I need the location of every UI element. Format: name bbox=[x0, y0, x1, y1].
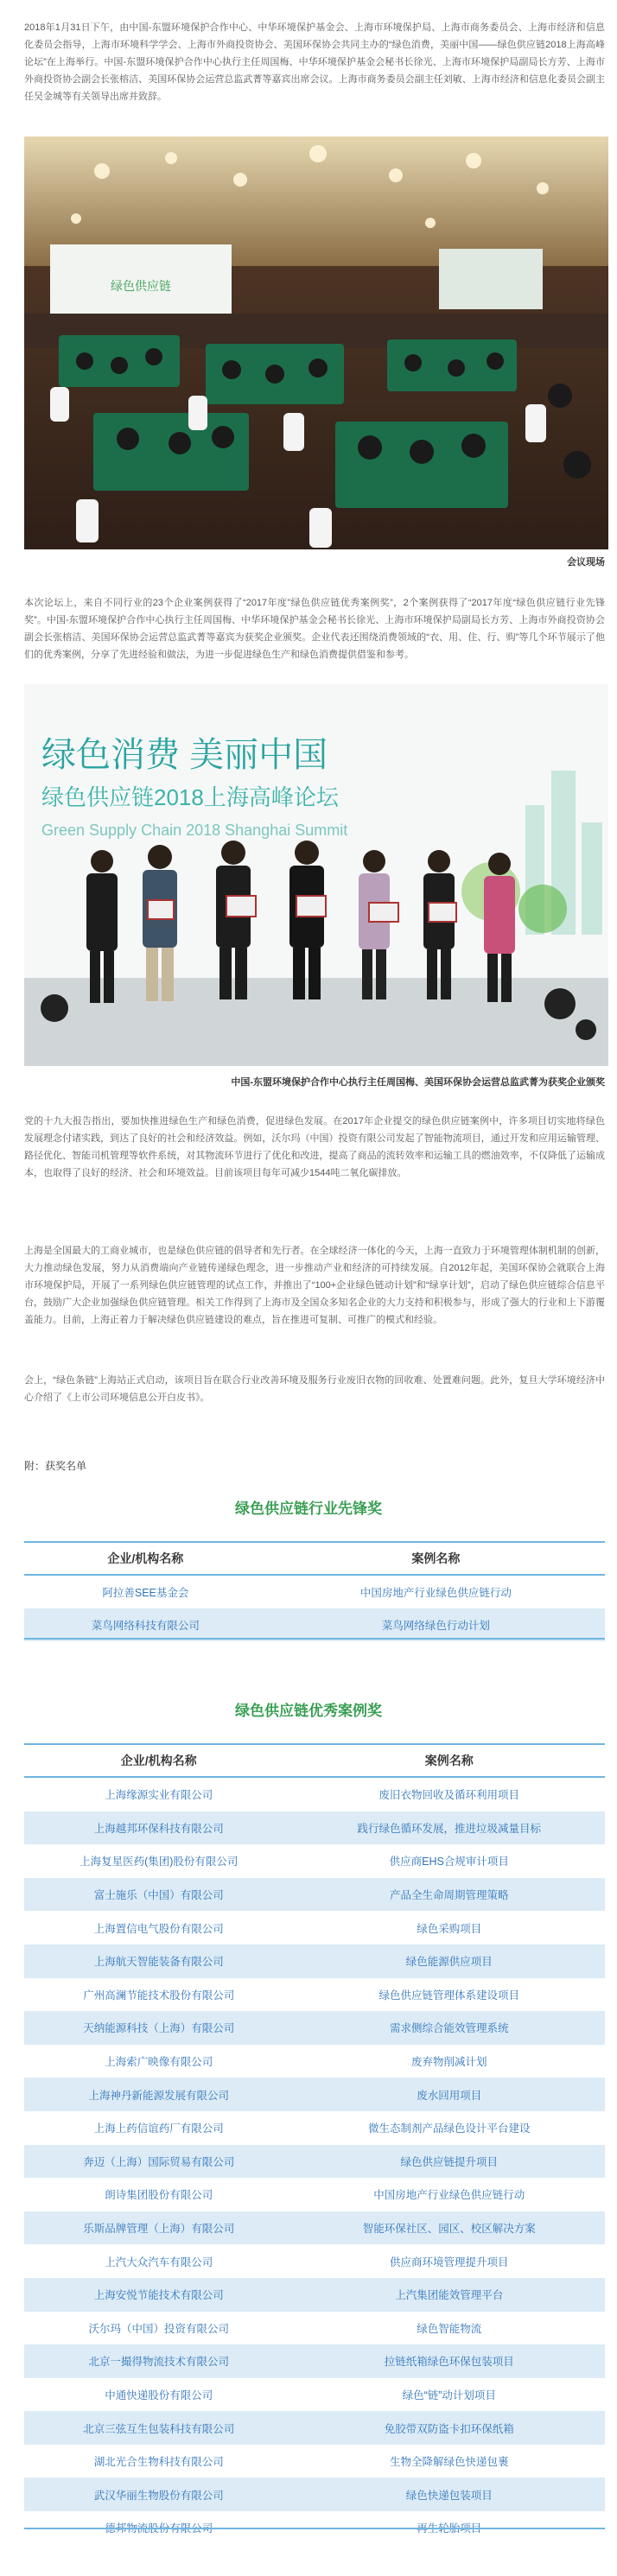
case-name: 智能环保社区、园区、校区解决方案 bbox=[293, 2211, 605, 2245]
company-name: 奔迈（上海）国际贸易有限公司 bbox=[24, 2145, 293, 2179]
company-name: 上海安悦节能技术有限公司 bbox=[24, 2278, 293, 2312]
photo2-caption: 中国-东盟环境保护合作中心执行主任周国梅、美国环保协会运营总监武菁为获奖企业颁奖 bbox=[231, 1077, 605, 1088]
photo1-caption: 会议现场 bbox=[567, 557, 605, 568]
pioneer-award-table bbox=[24, 1541, 605, 1641]
table-row bbox=[24, 2378, 605, 2412]
table-row bbox=[24, 1945, 605, 1978]
case-name: 微生态制剂产品绿色设计平台建设 bbox=[367, 2122, 531, 2135]
pioneer-award-title: 绿色供应链行业先锋奖 bbox=[235, 1501, 382, 1517]
table-bottom-rule bbox=[24, 2528, 605, 2529]
case-name: 供应商环境管理提升项目 bbox=[389, 2256, 509, 2268]
case-name: 绿色采购项目 bbox=[417, 1922, 482, 1935]
excellent-col-case: 案例名称 bbox=[293, 1744, 605, 1777]
company-name: 富士施乐（中国）有限公司 bbox=[24, 1878, 293, 1912]
table-row bbox=[24, 2478, 605, 2511]
company-name: 菜鸟网络科技有限公司 bbox=[24, 1608, 267, 1641]
intro-paragraph: 2018年1月31日下午，由中国-东盟环境保护合作中心、中华环境保护基金会、上海市环境保护局、上海市商务委员会、上海市经济和信息化委员会指导，上海市环境科学学会、上海市外商投资协会、美国环保协会共同主办的“绿色消费，美丽中国——绿色供应链2018上海高峰论坛”在上海举行。中国-东盟环境保护合作中心执行主任周国梅、中华环境保护基金会秘书长徐光、上海市环境保护局副局长方芳、上海市外商投资协会副会长张榕洁、美国环保协会运营总监武菁等嘉宾出席会议。上海市商务委员会副主任刘敏、上海市经济和信息化委员会副主任吴金城等有关领导出席并致辞。 bbox=[24, 22, 605, 102]
excellent-col-company: 企业/机构名称 bbox=[24, 1744, 293, 1777]
company-name: 上汽大众汽车有限公司 bbox=[105, 2256, 213, 2268]
case-name: 废旧衣物回收及循环利用项目 bbox=[378, 1789, 519, 1802]
case-name: 菜鸟网络绿色行动计划 bbox=[267, 1608, 605, 1641]
table-row bbox=[24, 2011, 605, 2045]
company-name: 武汉华丽生物股份有限公司 bbox=[24, 2478, 293, 2511]
company-name: 阿拉善SEE基金会 bbox=[102, 1587, 189, 1599]
company-name: 湖北光合生物科技有限公司 bbox=[93, 2456, 224, 2469]
company-name: 上海航天智能装备有限公司 bbox=[24, 1945, 293, 1978]
case-name: 中国房地产行业绿色供应链行动 bbox=[373, 2189, 525, 2202]
award-ceremony-photo bbox=[24, 684, 608, 1066]
case-name: 废水回用项目 bbox=[293, 2078, 605, 2111]
company-name: 北京一撮得物流技术有限公司 bbox=[24, 2344, 293, 2378]
table-row bbox=[24, 1911, 605, 1945]
case-name: 绿色能源供应项目 bbox=[293, 1945, 605, 1978]
case-name: 践行绿色循环发展，推进垃圾减量目标 bbox=[293, 1811, 605, 1845]
table-row bbox=[24, 2045, 605, 2078]
case-name: 绿色供应链管理体系建设项目 bbox=[378, 1989, 519, 2002]
table-row bbox=[24, 2211, 605, 2245]
table-bottom-rule bbox=[24, 1638, 605, 1640]
table-row bbox=[24, 2445, 605, 2478]
table-row bbox=[24, 1978, 605, 2012]
case-name: 免胶带双防盗卡扣环保纸箱 bbox=[293, 2411, 605, 2445]
company-name: 上海神丹新能源发展有限公司 bbox=[24, 2078, 293, 2111]
company-name: 上海越邦环保科技有限公司 bbox=[24, 1811, 293, 1845]
company-name: 天纳能源科技（上海）有限公司 bbox=[24, 2011, 293, 2045]
case-name: 废弃物削减计划 bbox=[410, 2056, 487, 2069]
table-row bbox=[24, 1878, 605, 1912]
company-name: 中通快递股份有限公司 bbox=[105, 2389, 213, 2402]
paragraph-3: 党的十九大报告指出，要加快推进绿色生产和绿色消费，促进绿色发展。在2017年企业提交的绿色供应链案例中，许多项目切实地将绿色发展理念付诸实践，到达了良好的社会和经济效益。例如，沃尔玛（中国）投资有限公司发起了智能物流项目，通过开发和应用运输管理、路径优化、智能司机管理等软件系统，对其物流环节进行了优化和改进，提高了商品的流转效率和运输工具的燃油效率，不仅降低了运输成本，也取得了良好的经济、社会和环境效益。目前该项目每年可减少1544吨二氧化碳排放。 bbox=[24, 1116, 605, 1178]
table-row bbox=[24, 2178, 605, 2211]
case-name: 生物全降解绿色快递包裹 bbox=[389, 2456, 509, 2469]
case-name: 产品全生命周期管理策略 bbox=[293, 1878, 605, 1912]
case-name: 绿色快递包装项目 bbox=[293, 2478, 605, 2511]
backdrop-english-name: Green Supply Chain 2018 Shanghai Summit bbox=[41, 822, 348, 839]
paragraph-5: 会上，“绿色条链”上海站正式启动，该项目旨在联合行业改善环境及服务行业废旧衣物的回收难、处置难问题。此外，复旦大学环境经济中心介绍了《上市公司环境信息公开白皮书》。 bbox=[24, 1375, 605, 1403]
case-name: 绿色“链”动计划项目 bbox=[402, 2389, 496, 2402]
case-name: 绿色智能物流 bbox=[417, 2322, 482, 2335]
company-name: 上海置信电气股份有限公司 bbox=[93, 1922, 224, 1935]
table-row bbox=[24, 2145, 605, 2179]
table-row bbox=[24, 1777, 605, 1811]
table-row bbox=[24, 1575, 605, 1608]
excellent-award-title: 绿色供应链优秀案例奖 bbox=[235, 1703, 382, 1719]
backdrop-slogan: 绿色消费 美丽中国 bbox=[41, 736, 328, 774]
case-name: 需求侧综合能效管理系统 bbox=[293, 2011, 605, 2045]
company-name: 上海上药信谊药厂有限公司 bbox=[93, 2122, 224, 2135]
company-name: 上海复星医药(集团)股份有限公司 bbox=[80, 1856, 239, 1869]
table-row bbox=[24, 2411, 605, 2445]
table-row bbox=[24, 2312, 605, 2345]
company-name: 广州高澜节能技术股份有限公司 bbox=[83, 1989, 235, 2002]
stage-banner-text: 绿色供应链 bbox=[111, 279, 171, 293]
table-row bbox=[24, 2078, 605, 2111]
case-name: 拉链纸箱绿色环保包装项目 bbox=[293, 2344, 605, 2378]
company-name: 乐斯品牌管理（上海）有限公司 bbox=[24, 2211, 293, 2245]
case-name: 供应商EHS合规审计项目 bbox=[389, 1856, 509, 1869]
backdrop-forum-name: 绿色供应链2018上海高峰论坛 bbox=[41, 784, 339, 810]
case-name: 上汽集团能效管理平台 bbox=[293, 2278, 605, 2312]
company-name: 北京三弦互生包装科技有限公司 bbox=[24, 2411, 293, 2445]
company-name: 朗诗集团股份有限公司 bbox=[105, 2189, 213, 2202]
table-row bbox=[24, 1844, 605, 1878]
table-row bbox=[24, 2111, 605, 2145]
paragraph-4: 上海是全国最大的工商业城市，也是绿色供应链的倡导者和先行者。在全球经济一体化的今天，上海一直致力于环境管理体制机制的创新，大力推动绿色发展，努力从消费端向产业链传递绿色理念，进一步推动产业和经济的可持续发展。自2012年起，美国环保协会就联合上海市环境保护局，开展了一系列绿色供应链管理的试点工作，并推出了“100+企业绿色链动计划”和“绿享计划”，启动了绿色供应链综合信息平台，鼓励广大企业加强绿色供应链管理。相关工作得到了上海市及全国众多知名企业的大力支持和积极参与，形成了强大的行业和上下游覆盖能力。目前，上海正着力于解决绿色供应链建设的难点，旨在推进可复制、可推广的模式和经验。 bbox=[24, 1246, 605, 1325]
company-name: 上海索广映像有限公司 bbox=[105, 2056, 213, 2069]
excellent-award-table bbox=[24, 1743, 605, 2545]
table-row bbox=[24, 1608, 605, 1641]
conference-photo bbox=[24, 136, 608, 549]
table-row bbox=[24, 1811, 605, 1845]
table-row bbox=[24, 2244, 605, 2278]
table-row bbox=[24, 2344, 605, 2378]
paragraph-2: 本次论坛上，来自不同行业的23个企业案例获得了“2017年度”绿色供应链优秀案例奖”，2个案例获得了“2017年度“绿色供应链行业先锋奖”。中国-东盟环境保护合作中心执行主任周国梅、中华环境保护基金会秘书长徐光、上海市环境保护局副局长方芳、上海市外商投资协会副会长张榕洁、美国环保协会运营总监武菁等嘉宾为获奖企业颁奖。企业代表还围绕消费领域的“衣、用、住、行、购”等几个环节展示了他们的优秀案例，分享了先进经验和做法，为进一步促进绿色生产和绿色消费提供借鉴和参考。 bbox=[24, 598, 605, 660]
company-name: 上海缘源实业有限公司 bbox=[105, 1789, 213, 1802]
pioneer-col-case: 案例名称 bbox=[267, 1542, 605, 1575]
pioneer-col-company: 企业/机构名称 bbox=[24, 1542, 267, 1575]
case-name: 绿色供应链提升项目 bbox=[293, 2145, 605, 2179]
table-row bbox=[24, 2278, 605, 2312]
award-list-title: 附：获奖名单 bbox=[24, 1460, 87, 1472]
company-name: 沃尔玛（中国）投资有限公司 bbox=[88, 2322, 229, 2335]
case-name: 中国房地产行业绿色供应链行动 bbox=[359, 1587, 512, 1599]
